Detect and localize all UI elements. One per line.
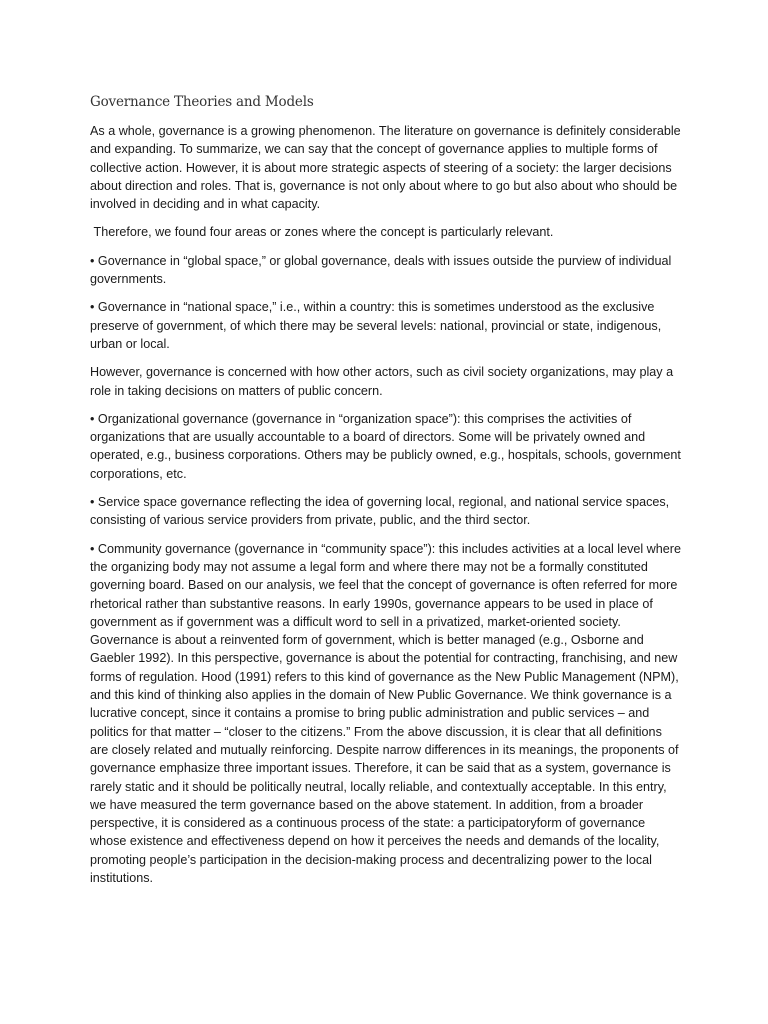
bullet-community-governance: • Community governance (governance in “community space”): this includes activities at a local level where the organizing body may not assume a legal form and where there may not be a formally constituted governing board. Based on our analysis, we feel that the concept of governance is often referred for more rhetorical rather than substantive reasons. In early 1990s, governance appears to be used in place of government as if government was a difficult word to sell in a privatized, market-oriented society. Governance is about a reinvented form of government, which is better managed (e.g., Osborne and Gaebler 1992). In this perspective, governance is about the potential for contracting, franchising, and new forms of regulation. Hood (1991) refers to this kind of governance as the New Public Management (NPM), and this kind of thinking also applies in the domain of New Public Governance. We think governance is a lucrative concept, since it contains a promise to bring public administration and public services – and politics for that matter – “closer to the citizens.” From the above discussion, it is clear that all definitions are closely related and mutually reinforcing. Despite narrow differences in its meanings, the proponents of governance emphasize three important issues. Therefore, it can be said that as a system, governance is rarely static and it should be politically neutral, locally reliable, and contextually acceptable. In this entry, we have measured the term governance based on the above statement. In addition, from a broader perspective, it is considered as a continuous process of the state: a participatoryform of governance whose existence and effectiveness depend on how it perceives the needs and demands of the locality, promoting people’s participation in the decision-making process and decentralizing power to the local institutions. [90, 541, 681, 885]
paragraph-other-actors: However, governance is concerned with how other actors, such as civil society organizations, may play a role in taking decisions on matters of public concern. [90, 365, 674, 398]
bullet-organizational-governance: • Organizational governance (governance in “organization space”): this comprises the activities of organizations that are usually accountable to a board of directors. Some will be privately owned and operated, e.g., business corporations. Others may be publicly owned, e.g., hospitals, schools, government corporations, etc. [90, 411, 681, 481]
document-title: Governance Theories and Models [90, 94, 314, 110]
bullet-service-space-governance: • Service space governance reflecting the idea of governing local, regional, and national service spaces, consisting of various service providers from private, public, and the third sector. [90, 495, 670, 528]
paragraph-four-areas: Therefore, we found four areas or zones where the concept is particularly relevant. [90, 225, 554, 240]
paragraph-intro: As a whole, governance is a growing phenomenon. The literature on governance is definitely considerable and expanding. To summarize, we can say that the concept of governance applies to multiple forms of collective action. However, it is about more strategic aspects of steering of a society: the larger decisions about direction and roles. That is, governance is not only about where to go but also about who should be involved in deciding and in what capacity. [90, 124, 681, 212]
bullet-global-space: • Governance in “global space,” or global governance, deals with issues outside the purview of individual governments. [90, 253, 672, 287]
bullet-national-space: • Governance in “national space,” i.e., within a country: this is sometimes understood as the exclusive preserve of government, of which there may be several levels: national, provincial or state, indigenous, urban or local. [90, 300, 662, 351]
document-page [90, 92, 682, 897]
